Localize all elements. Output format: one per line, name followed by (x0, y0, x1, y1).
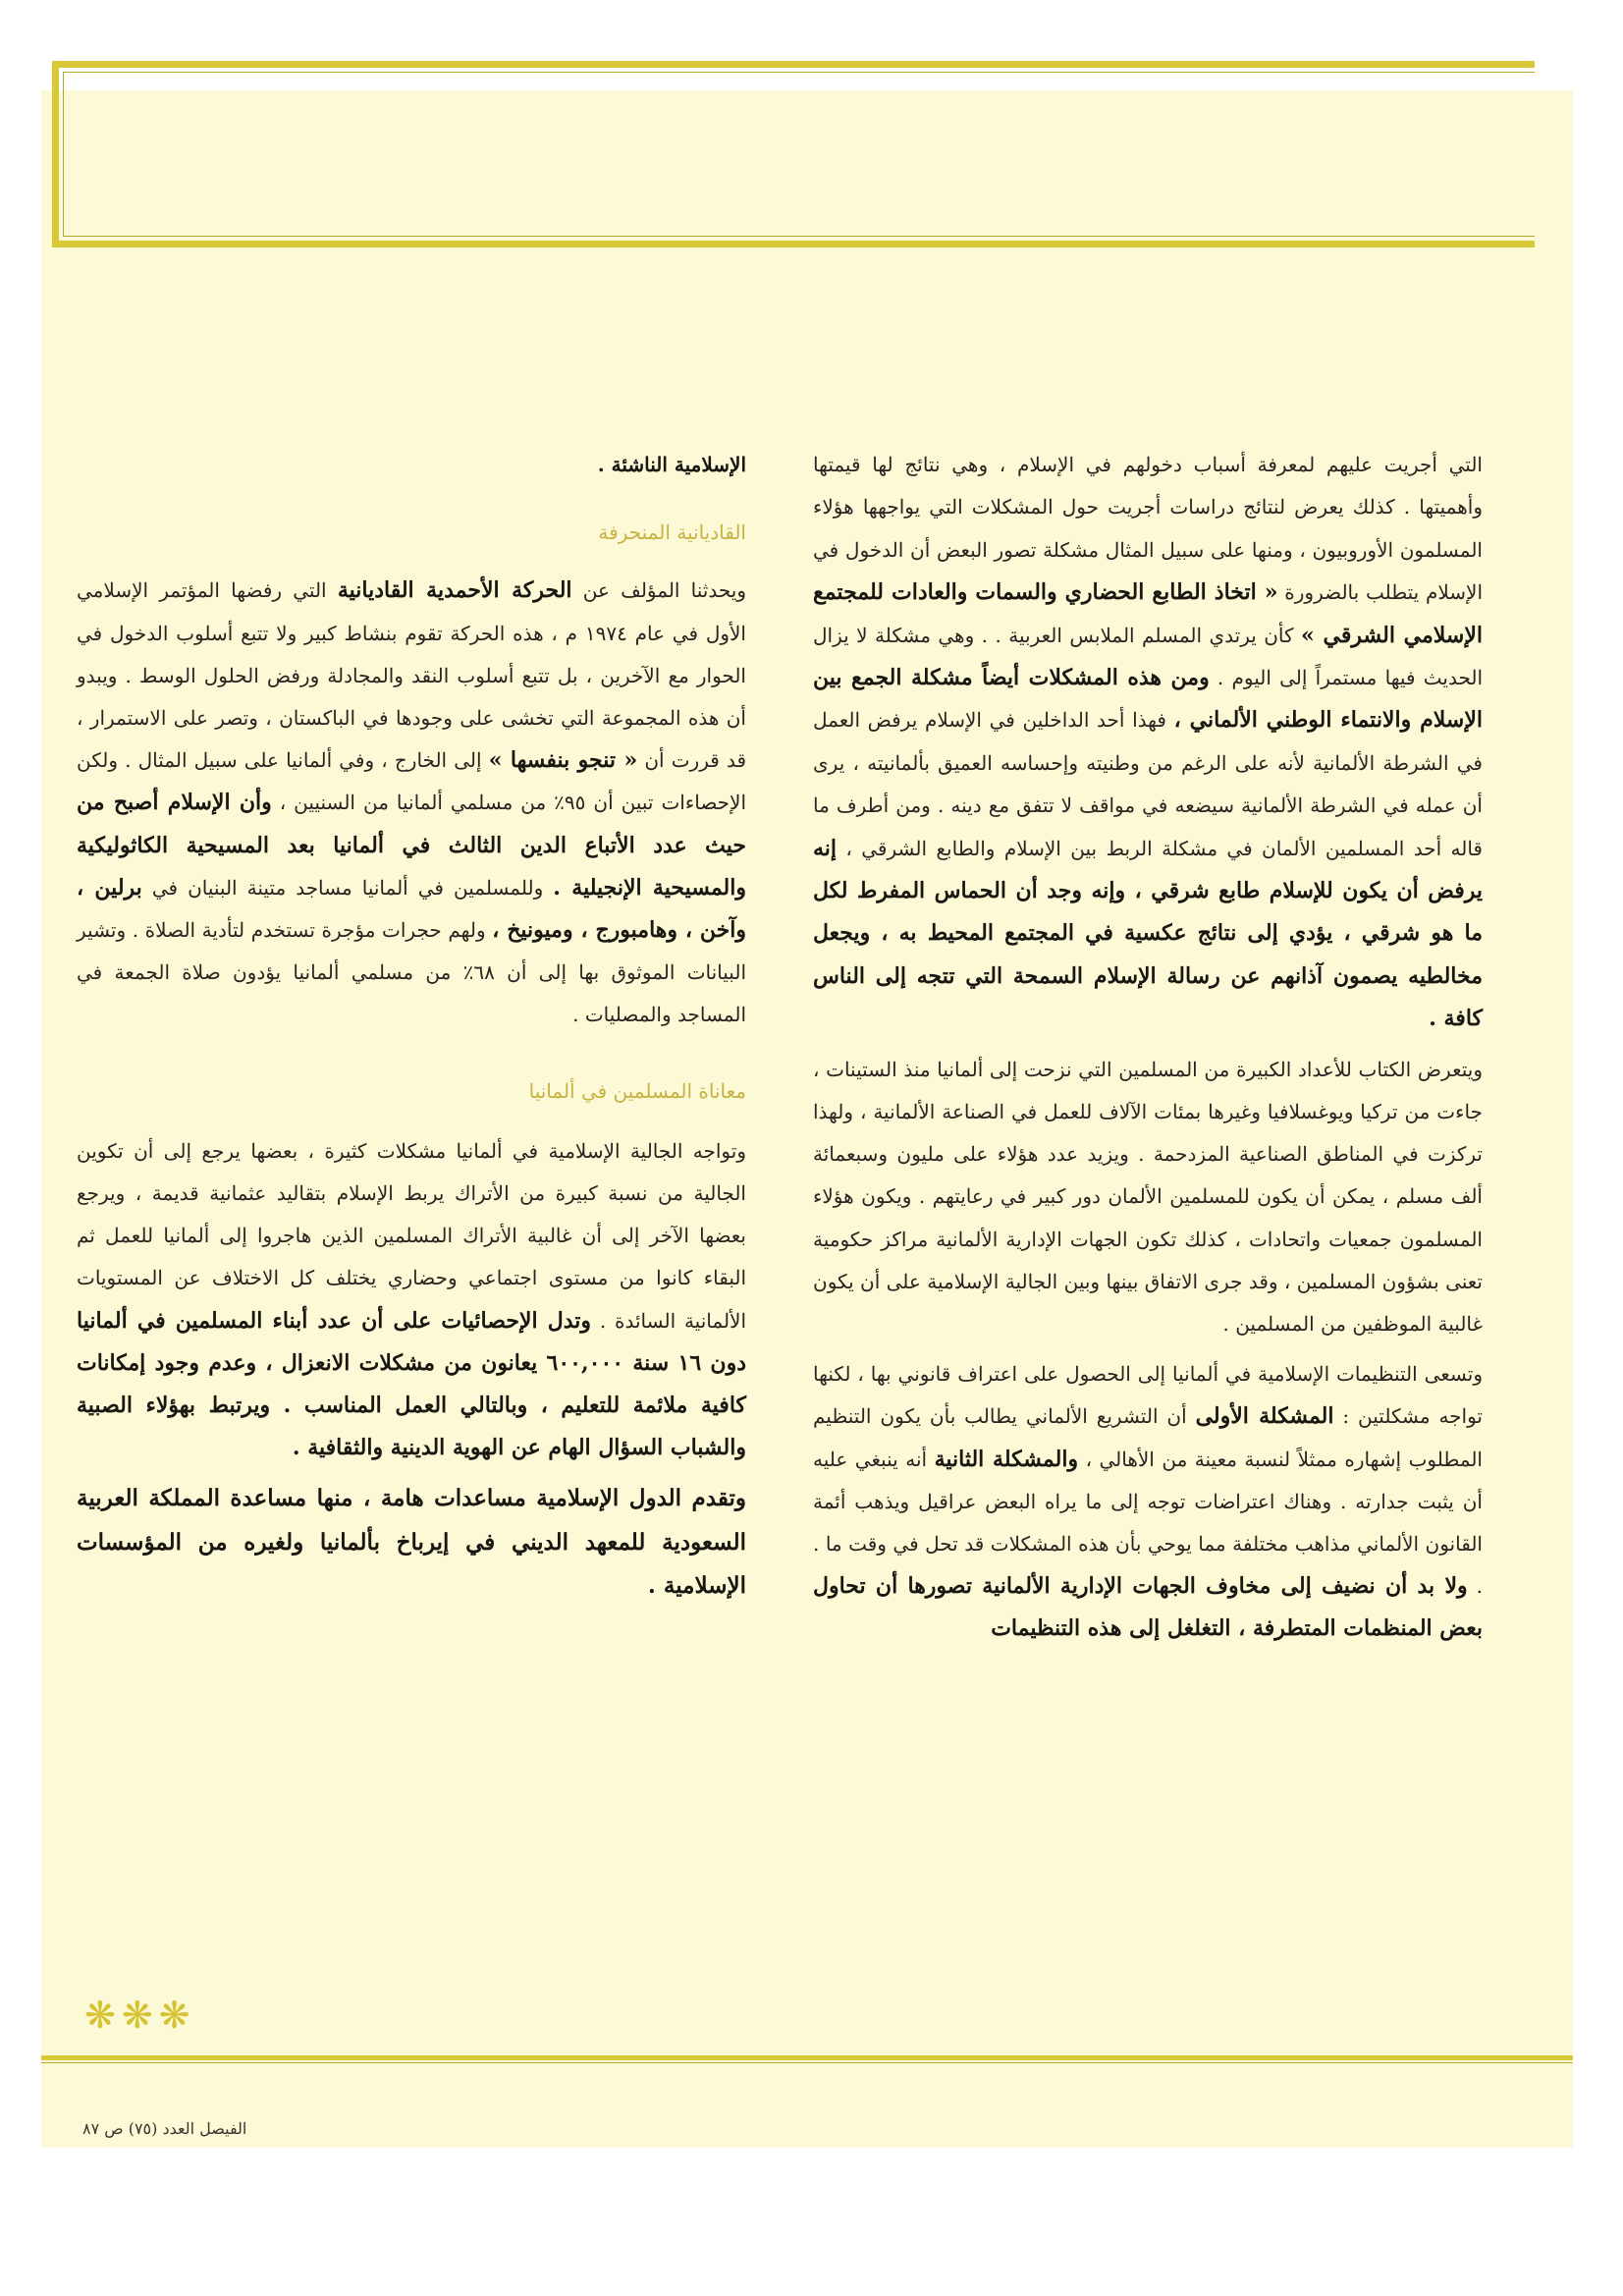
section-subheading: القاديانية المنحرفة (598, 520, 746, 545)
text: وللمسلمين في ألمانيا مساجد متينة البنيان في (151, 875, 544, 900)
paragraph (813, 444, 1483, 1041)
bottom-rule-thin (41, 2062, 1573, 2063)
bold-text: والمشكلة الثانية (934, 1446, 1079, 1472)
bold-text: المشكلة الأولى (1195, 1403, 1334, 1430)
bold-text: « تنجو بنفسها » (488, 747, 638, 774)
bold-text: برلين ، وآخن ، وهامبورج ، وميونيخ ، (77, 874, 747, 944)
header-frame (52, 61, 1535, 247)
star-ornament-icon: ❋❋❋ (84, 1994, 196, 2037)
text: وتسعى التنظيمات الإسلامية في ألمانيا إلى الحصول على اعتراف قانوني بها ، لكنها تواجه مشكلتين : (813, 1362, 1483, 1429)
text: ويحدثنا المؤلف عن (582, 578, 747, 603)
paragraph (77, 570, 746, 1036)
bold-text: الحركة الأحمدية القاديانية (337, 577, 572, 604)
paragraph (77, 1130, 746, 1470)
text: فهذا أحد الداخلين في الإسلام يرفض العمل في الشرطة الألمانية لأنه على الرغم من وطنيته وإحساسه العميق بألمانيته ، يرى أن عمله في الشرطة الألمانية سيضعه في مواقف لا تتفق مع دينه . ومن أطرف ما قاله أحد المسلمين الألمان في مشكلة الربط بين الإسلام والطابع الشرقي ، (813, 708, 1483, 860)
text: التي أجريت عليهم لمعرفة أسباب دخولهم في الإسلام ، وهي نتائج لها قيمتها وأهميتها . كذلك يعرض لنتائج دراسات أجريت حول المشكلات التي يواجهها هؤلاء المسلمون الأوروبيون ، ومنها على سبيل المثال مشكلة تصور البعض أن الدخول في الإسلام يتطلب بالضرورة (813, 453, 1483, 605)
left-column (77, 444, 746, 1608)
text: وتواجه الجالية الإسلامية في ألمانيا مشكلات كثيرة ، بعضها يرجع إلى أن تكوين الجالية من نسبة كبيرة من الأتراك يربط الإسلام بتقاليد عثمانية قديمة ، ويرجع بعضها الآخر إلى أن غالبية الأتراك المسلمين الذين هاجروا إلى ألمانيا للعمل ثم البقاء كانوا من مستوى اجتماعي وحضاري يختلف كل الاختلاف عن المستويات الألمانية السائدة . (77, 1138, 746, 1333)
bold-text: وتدل الإحصائيات على أن عدد أبناء المسلمين في ألمانيا دون ١٦ سنة ٦٠٠,٠٠٠ يعانون من مشكلات الانعزال ، وعدم وجود إمكانات كافية ملائمة للتعليم ، وبالتالي العمل المناسب . ويرتبط بهؤلاء الصبية والشباب السؤال الهام عن الهوية الدينية والثقافية . (77, 1307, 747, 1461)
text: إلى الخارج ، وفي ألمانيا على سبيل المثال . ولكن الإحصاءات تبين أن ٩٥٪ من مسلمي ألمانيا من السنيين ، (77, 748, 747, 815)
text: ويتعرض الكتاب للأعداد الكبيرة من المسلمين التي نزحت إلى ألمانيا منذ الستينات ، جاءت من تركيا ويوغسلافيا وغيرها بمئات الآلاف للعمل في الصناعة الألمانية ، ولهذا تركزت في المناطق الصناعية المزدحمة . ويزيد عدد هؤلاء على مليون وسبعمائة ألف مسلم ، يمكن أن يكون للمسلمين الألمان دور كبير في رعايتهم . ويكون هؤلاء المسلمون جمعيات واتحادات ، كذلك تكون الجهات الإدارية الألمانية مراكز حكومية تعنى بشؤون المسلمين ، وقد جرى الاتفاق بينها وبين الجالية الإسلامية على أن يكون غالبية الموظفين من المسلمين . (813, 1057, 1483, 1336)
text: ولهم حجرات مؤجرة تستخدم لتأدية الصلاة . وتشير البيانات الموثوق بها إلى أن ٦٨٪ من مسلمي ألمانيا يؤدون صلاة الجمعة في المساجد والمصليات . (77, 918, 746, 1027)
paragraph (77, 1477, 746, 1608)
section-subheading: معاناة المسلمين في ألمانيا (528, 1078, 746, 1103)
continuation-heading: الإسلامية الناشئة . (597, 453, 746, 476)
bold-text: ومن هذه المشكلات أيضاً مشكلة الجمع بين الإسلام والانتماء الوطني الألماني ، (813, 665, 1483, 734)
text: كأن يرتدي المسلم الملابس العربية . . وهي مشكلة لا يزال الحديث فيها مستمراً إلى اليوم . (813, 623, 1483, 690)
bold-text: ولا بد أن نضيف إلى مخاوف الجهات الإدارية الألمانية تصورها أن تحاول بعض المنظمات المتطرفة ، التغلغل إلى هذه التنظيمات (813, 1573, 1483, 1642)
text: أنه ينبغي عليه أن يثبت جدارته . وهناك اعتراضات توجه إلى ما يراه البعض عراقيل ويذهب أئمة القانون الألماني مذاهب مختلفة مما يوحي بأن هذه المشكلات قد تحل في وقت ما . . (813, 1447, 1484, 1599)
bottom-rule (41, 2055, 1573, 2060)
paragraph (813, 1353, 1483, 1650)
right-column (813, 444, 1483, 1651)
text: التي رفضها المؤتمر الإسلامي الأول في عام ١٩٧٤ م ، هذه الحركة تقوم بنشاط كبير ولا تتبع أسلوب الدخول في الحوار مع الآخرين ، بل تتبع أسلوب النقد والمجادلة ورفض الحلول الوسط . ويبدو أن هذه المجموعة التي تخشى على وجودها في الباكستان ، وتصر على الاستمرار ، قد قررت أن (77, 578, 746, 773)
paragraph (813, 1049, 1483, 1345)
text: أن التشريع الألماني يطالب بأن يكون التنظيم المطلوب إشهاره ممثلاً لنسبة معينة من الأهالي ، (813, 1404, 1483, 1471)
bold-text: وأن الإسلام أصبح من حيث عدد الأتباع الدين الثالث في ألمانيا بعد المسيحية الكاثوليكية والمسيحية الإنجيلية . (77, 790, 746, 901)
bold-text: إنه يرفض أن يكون للإسلام طابع شرقي ، وإنه وجد أن الحماس المفرط لكل ما هو شرقي ، يؤدي إلى نتائج عكسية في المجتمع المحيط به ، ويجعل مخالطيه يصمون آذانهم عن رسالة الإسلام السمحة التي تتجه إلى الناس كافة . (813, 835, 1483, 1032)
bold-text: وتقدم الدول الإسلامية مساعدات هامة ، منها مساعدة المملكة العربية السعودية للمعهد الديني في إيرباخ بألمانيا ولغيره من المؤسسات الإسلامية . (77, 1485, 746, 1599)
page-footer: الفيصل العدد (٧٥) ص ٨٧ (82, 2119, 247, 2138)
bold-text: « اتخاذ الطابع الحضاري والسمات والعادات للمجتمع الإسلامي الشرقي » (813, 579, 1484, 648)
